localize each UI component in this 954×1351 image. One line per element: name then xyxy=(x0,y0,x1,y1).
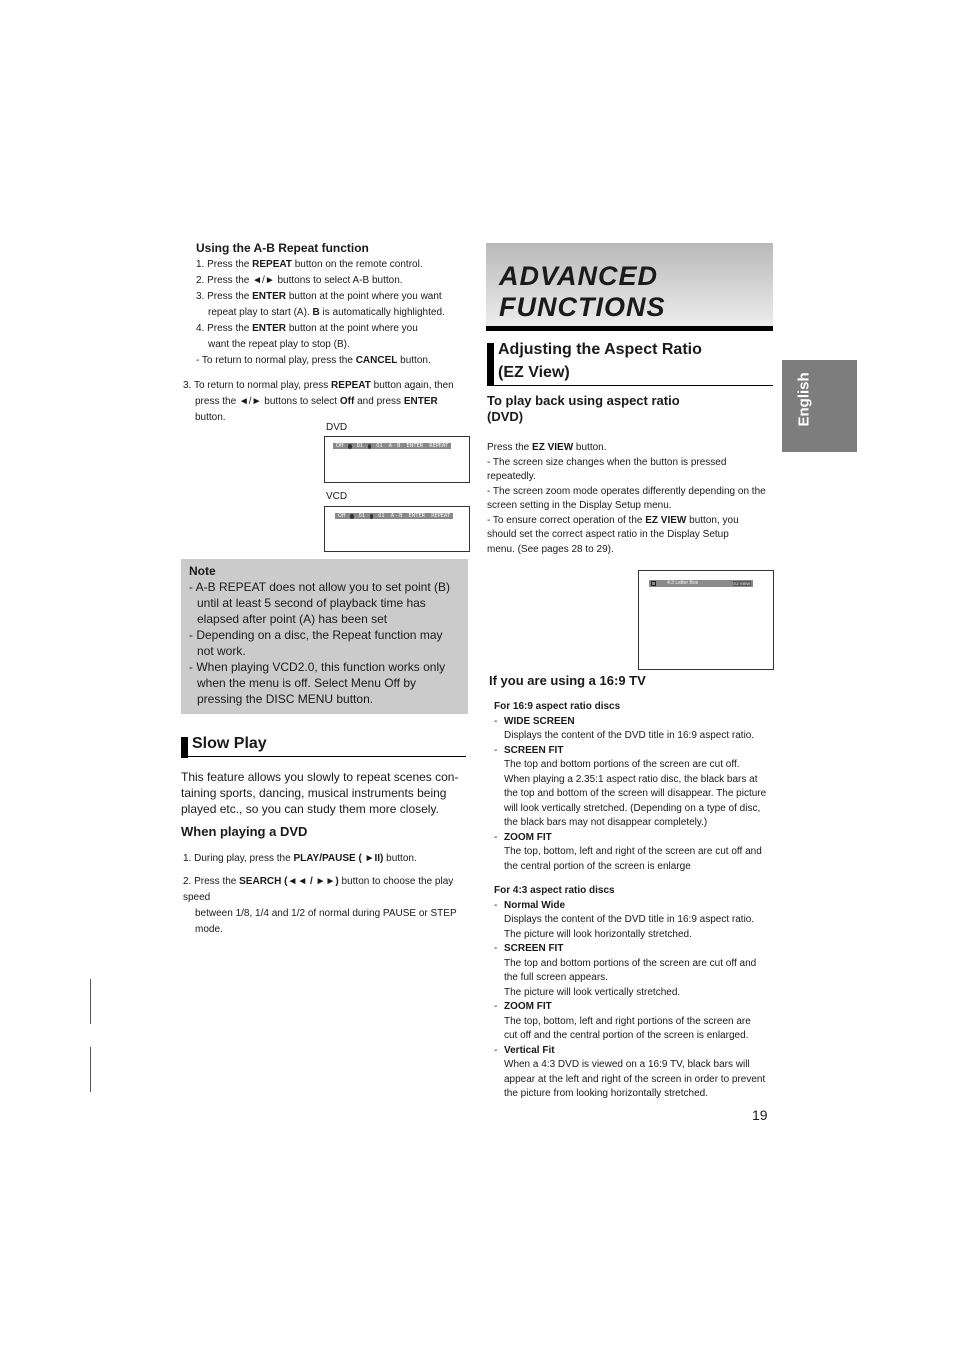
slow-play-title: Slow Play xyxy=(192,735,267,752)
slow-play-step1 xyxy=(183,851,473,867)
aspect-subtitle-line2: (DVD) xyxy=(487,409,524,424)
chapter-header-rule xyxy=(486,326,773,331)
chapter-title-line1: ADVANCED xyxy=(499,261,659,291)
aspect-mode-description: When a 4:3 DVD is viewed on a 16:9 TV, black bars will xyxy=(504,1059,750,1070)
osd-item: REPEAT xyxy=(429,443,448,449)
ab-repeat-step-line: 4. Press the ENTER button at the point where you xyxy=(196,323,418,334)
osd-item: ENTER xyxy=(406,443,424,449)
note-line: - A-B REPEAT does not allow you to set point (B) xyxy=(189,580,451,594)
disc-icon xyxy=(370,514,373,519)
osd-item: ENTER xyxy=(408,513,426,519)
screen-icon xyxy=(651,581,656,586)
aspect-line: - The screen zoom mode operates differently depending on the xyxy=(487,485,766,497)
note-line: pressing the DISC MENU button. xyxy=(197,692,374,706)
note-title: Note xyxy=(189,564,216,578)
disc-icon xyxy=(368,444,371,449)
language-side-tab-label: English xyxy=(795,372,813,427)
aspect-group-title: For 16:9 aspect ratio discs xyxy=(494,701,621,712)
aspect-line: - The screen size changes when the button is pressed xyxy=(487,456,727,468)
aspect-mode-label: - Vertical Fit xyxy=(494,1044,555,1056)
aspect-mode-description: the picture from looking horizontally stretched. xyxy=(504,1088,708,1099)
aspect-mode-description: The top, bottom, left and right portions of the screen are xyxy=(504,1015,751,1027)
aspect-mode-description: The picture will look vertically stretched. xyxy=(504,986,681,998)
disc-icon xyxy=(348,444,351,449)
note-box xyxy=(181,559,468,714)
ab-repeat-steps xyxy=(196,257,476,369)
slow-play-subtitle: When playing a DVD xyxy=(181,824,308,839)
note-line: until at least 5 second of playback time has xyxy=(197,596,426,610)
aspect-mode-label: - ZOOM FIT xyxy=(494,831,552,843)
aspect-mode-description: The top and bottom portions of the screen are cut off and xyxy=(504,957,757,969)
ab-step3-line: press the ◄/► buttons to select Off and press ENTER xyxy=(195,396,438,407)
aspect-group-title: For 4:3 aspect ratio discs xyxy=(494,885,615,896)
aspect-mode-label: - Normal Wide xyxy=(494,899,566,911)
slow-intro-line: played etc., so you can study them more closely. xyxy=(181,802,439,816)
slow-play-marker xyxy=(181,737,188,758)
aspect-line: repeatedly. xyxy=(487,471,536,482)
ab-repeat-step-line: - To return to normal play, press the CANCEL button. xyxy=(196,355,431,366)
ab-repeat-step-line: repeat play to start (A). B is automatically highlighted. xyxy=(208,307,445,318)
osd-item: 01 xyxy=(376,443,383,449)
vcd-label: VCD xyxy=(326,491,348,502)
ab-repeat-step-line: want the repeat play to stop (B). xyxy=(208,339,350,350)
aspect-title-underline xyxy=(487,385,773,386)
ab-repeat-title: Using the A-B Repeat function xyxy=(196,241,369,255)
ez-view-osd-text: 4:3 Letter Box xyxy=(667,580,699,586)
aspect-mode-description: The picture will look horizontally stretched. xyxy=(504,928,692,940)
ab-repeat-step-line: 1. Press the REPEAT button on the remote control. xyxy=(196,259,423,270)
aspect-mode-label: - SCREEN FIT xyxy=(494,943,564,954)
chapter-title-line2: FUNCTIONS xyxy=(499,292,666,322)
ab-step3-line: button. xyxy=(195,412,226,423)
note-line: - Depending on a disc, the Repeat function may xyxy=(189,628,443,642)
aspect-mode-description: The top and bottom portions of the screen are cut off. xyxy=(504,759,740,770)
ez-view-osd-badge: EZ VIEW xyxy=(733,581,750,586)
chapter-header-banner xyxy=(486,243,773,326)
dvd-label: DVD xyxy=(326,422,348,433)
aspect-mode-description: will look vertically stretched. (Depending on a type of disc, xyxy=(504,802,761,814)
aspect-instructions xyxy=(487,441,777,557)
slow-play-underline xyxy=(181,756,466,757)
aspect-line: should set the correct aspect ratio in the Display Setup xyxy=(487,529,729,540)
vcd-osd-bar xyxy=(335,513,453,519)
osd-item: Off xyxy=(336,443,344,449)
slow-play-intro xyxy=(181,769,471,817)
dvd-screen-illustration xyxy=(324,436,470,483)
aspect-line: Press the EZ VIEW button. xyxy=(487,442,607,453)
aspect-line: screen setting in the Display Setup menu. xyxy=(487,500,672,511)
aspect-mode-description: cut off and the central portion of the screen is enlarged. xyxy=(504,1030,749,1041)
note-line: not work. xyxy=(197,644,246,658)
aspect-mode-description: appear at the left and right of the screen in order to prevent xyxy=(504,1073,766,1085)
aspect-mode-description: The top, bottom, left and right of the screen are cut off and xyxy=(504,846,762,857)
osd-item: 01 xyxy=(378,513,385,519)
ez-view-screen-illustration xyxy=(638,570,774,670)
osd-item: 01 xyxy=(356,443,364,449)
disc-icon xyxy=(350,514,353,519)
ab-repeat-step3 xyxy=(183,378,473,426)
note-line: elapsed after point (A) has been set xyxy=(197,612,388,626)
aspect-mode-label: - ZOOM FIT xyxy=(494,1001,552,1012)
vcd-screen-illustration xyxy=(324,506,470,552)
slow-step2-line: between 1/8, 1/4 and 1/2 of normal during PAUSE or STEP xyxy=(195,908,457,919)
slow-intro-line: taining sports, dancing, musical instruments being xyxy=(181,786,447,800)
aspect-subtitle-line1: To play back using aspect ratio xyxy=(487,393,680,408)
slow-play-step2 xyxy=(183,874,473,938)
aspect-mode-description: the top and bottom of the screen will disappear. The picture xyxy=(504,788,767,799)
aspect-mode-description: Displays the content of the DVD title in 16:9 aspect ratio. xyxy=(504,914,755,925)
osd-item: Off xyxy=(338,513,346,519)
osd-item: 01 xyxy=(358,513,366,519)
tv169-content xyxy=(494,700,779,1102)
aspect-title-line2: (EZ View) xyxy=(498,364,570,381)
page-number: 19 xyxy=(752,1107,768,1123)
ab-repeat-step-line: 3. Press the ENTER button at the point where you want xyxy=(196,291,442,302)
slow-intro-line: This feature allows you slowly to repeat scenes con- xyxy=(181,770,459,784)
osd-item: A - B xyxy=(390,513,403,519)
aspect-mode-description: Displays the content of the DVD title in 16:9 aspect ratio. xyxy=(504,730,755,741)
note-line: when the menu is off. Select Menu Off by xyxy=(197,676,417,690)
note-line: - When playing VCD2.0, this function works only xyxy=(189,660,446,674)
aspect-line: - To ensure correct operation of the EZ VIEW button, you xyxy=(487,514,739,526)
slow-step2-line: 2. Press the SEARCH (◄◄ / ►►) button to choose the play speed xyxy=(183,876,454,903)
aspect-mode-description: When playing a 2.35:1 aspect ratio disc, the black bars at xyxy=(504,773,758,785)
language-side-tab xyxy=(782,360,857,452)
note-lines xyxy=(189,579,464,707)
dvd-osd-bar xyxy=(333,443,451,449)
margin-rule-2 xyxy=(90,1047,91,1092)
ab-repeat-step-line: 2. Press the ◄/► buttons to select A-B button. xyxy=(196,275,403,286)
osd-item: A - B xyxy=(388,443,401,449)
aspect-line: menu. (See pages 28 to 29). xyxy=(487,543,614,555)
aspect-mode-description: the black bars may not disappear completely.) xyxy=(504,817,708,828)
aspect-mode-description: the full screen appears. xyxy=(504,972,608,983)
ez-view-osd-bar xyxy=(649,580,753,587)
aspect-mode-label: - SCREEN FIT xyxy=(494,744,564,756)
tv169-title: If you are using a 16:9 TV xyxy=(489,673,646,688)
aspect-mode-description: the central portion of the screen is enlarge xyxy=(504,860,691,872)
margin-rule-1 xyxy=(90,979,91,1024)
slow-step1-line: 1. During play, press the PLAY/PAUSE ( ►II) button. xyxy=(183,853,417,864)
ab-step3-line: 3. To return to normal play, press REPEAT button again, then xyxy=(183,380,454,391)
osd-item: REPEAT xyxy=(431,513,450,519)
slow-step2-line: mode. xyxy=(195,924,223,935)
aspect-title-marker xyxy=(487,343,494,385)
aspect-mode-label: - WIDE SCREEN xyxy=(494,715,575,727)
aspect-title-line1: Adjusting the Aspect Ratio xyxy=(498,341,702,358)
